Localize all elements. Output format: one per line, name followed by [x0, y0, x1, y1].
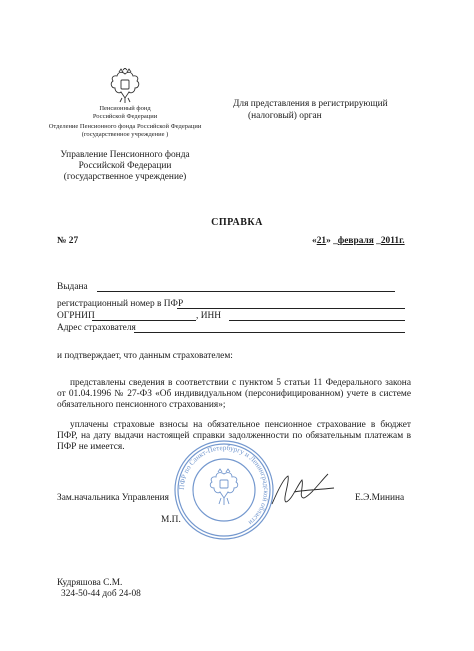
coat-of-arms-emblem	[108, 68, 142, 104]
ogrnip-line	[92, 320, 196, 321]
signatory-position: Зам.начальника Управления	[57, 493, 169, 503]
pfr-reg-number-line	[177, 308, 405, 309]
org-name-line2: Российской Федерации	[92, 113, 158, 120]
executor-name: Кудряшова С.М.	[57, 578, 123, 588]
statement-item-1: представлены сведения в соответствии с пунктом 5 статьи 11 Федерального закона от 01.04.1996 № 27-ФЗ «Об индивидуальном (персонифицированном) учете в системе обязательного пенсионного страхования»;	[57, 378, 411, 411]
branch-name-line1: Отделение Пенсионного фонда Российской Федерации	[48, 123, 202, 130]
department-line2: Российской Федерации	[78, 161, 172, 171]
statement-item-2: уплачены страховые взносы на обязательное пенсионное страхование в бюджет ПФР, на дату выдачи настоящей справки задолженности по обязательным платежам в ПФР не имеется.	[57, 420, 411, 453]
org-name-line1: Пенсионный фонд	[99, 105, 151, 112]
stamp-ring-text: ПФР по Санкт-Петербургу и Ленинградской области	[177, 443, 271, 527]
branch-name-line2: (государственное учреждение )	[81, 131, 169, 138]
signatory-name: Е.Э.Минина	[355, 493, 405, 503]
pfr-reg-number-label: регистрационный номер в ПФР	[57, 299, 184, 309]
issued-to-line	[97, 291, 395, 292]
stamp-place-label: М.П.	[161, 515, 181, 525]
recipient-line1: Для представления в регистрирующий	[233, 99, 388, 109]
certificate-number: № 27	[57, 236, 79, 246]
insurer-address-label: Адрес страхователя	[57, 323, 136, 333]
executor-phone: 324-50-44 доб 24-08	[61, 589, 141, 599]
ogrnip-label: ОГРНИП	[57, 311, 95, 321]
document-title: СПРАВКА	[211, 217, 263, 228]
department-line3: (государственное учреждение)	[63, 172, 187, 182]
issued-to-label: Выдана	[57, 282, 88, 292]
certificate-date: «21» _февраля _2011г.	[312, 236, 405, 246]
recipient-line2: (налоговый) орган	[248, 111, 322, 121]
confirmation-text: и подтверждает, что данным страхователем:	[57, 351, 233, 361]
inn-label: , ИНН	[196, 311, 221, 321]
insurer-address-line	[134, 332, 405, 333]
inn-line	[229, 320, 405, 321]
handwritten-signature	[268, 470, 338, 510]
official-round-stamp	[172, 438, 276, 542]
department-line1: Управление Пенсионного фонда	[60, 150, 190, 160]
